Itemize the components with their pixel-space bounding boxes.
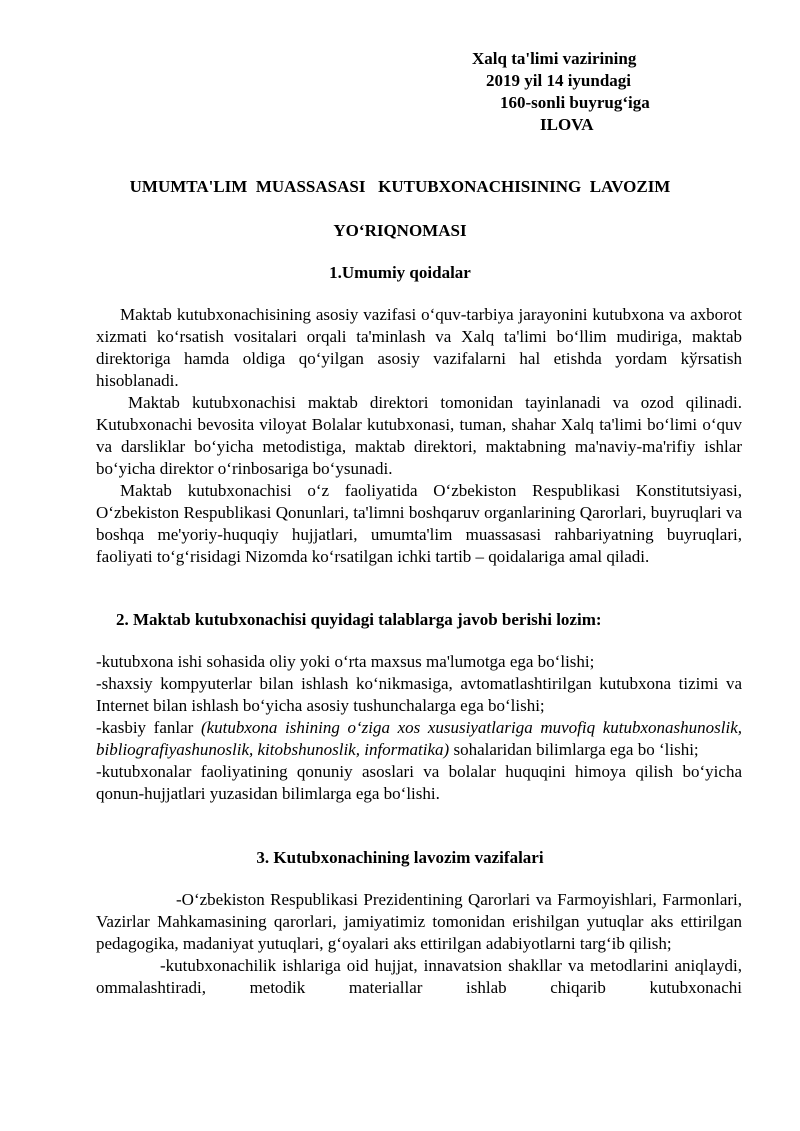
section-1-paragraph-2: Maktab kutubxonachisi maktab direktori tomonidan tayinlanadi va ozod qilinadi. Kutubxonachi bevosita viloyat Bolalar kutubxonasi, tuman, shahar Xalq ta'limi bo‘limi o‘quv va darsliklar bo‘yicha metodistiga, maktab direktori, maktabning ma'naviy-ma'rifiy ishlar bo‘yicha direktor o‘rinbosariga bo‘ysunadi.	[96, 393, 742, 478]
section-3-body	[96, 889, 742, 999]
section-1-paragraph-3: Maktab kutubxonachisi o‘z faoliyatida O‘zbekiston Respublikasi Konstitutsiyasi, O‘zbekiston Respublikasi Qonunlari, ta'limni boshqaruv organlarining Qarorlari, buyruqlari va boshqa me'yoriy-huquqiy hujjatlari, umumta'lim muassasasi rahbariyatning buyruqlari, faoliyati to‘g‘risidagi Nizomda ko‘rsatilgan ichki tartib – qoidalariga amal qiladi.	[96, 481, 742, 566]
requirement-item-3-lead: -kasbiy fanlar	[96, 718, 201, 737]
duty-paragraph-1: -O‘zbekiston Respublikasi Prezidentining Qarorlari va Farmoyishlari, Farmonlari, Vazirlar Mahkamasining qarorlari, jamiyatimiz tomonidan erishilgan yutuqlar aks ettirilgan pedagogika, madaniyat yutuqlari, g‘oyalari aks ettirilgan adabiyotlarni targ‘ib qilish;	[96, 890, 742, 953]
header-line-1: Xalq ta'limi vazirining	[472, 49, 637, 68]
section-1-heading: 1.Umumiy qoidalar	[329, 263, 471, 282]
section-3-heading: 3. Kutubxonachining lavozim vazifalari	[256, 848, 544, 867]
header-line-4: ILOVA	[540, 115, 594, 134]
document-title-line-1: UMUMTA'LIM MUASSASASI KUTUBXONACHISINING LAVOZIM	[129, 177, 671, 196]
requirement-item-3-tail: sohalaridan bilimlarga ega bo ‘lishi;	[449, 740, 699, 759]
requirement-item-3	[96, 717, 742, 761]
document-title-line-2: YO‘RIQNOMASI	[333, 221, 467, 240]
duty-paragraph-2: -kutubxonachilik ishlariga oid hujjat, innavatsion shakllar va metodlarini aniqlaydi, ommalashtiradi, metodik materiallar ishlab chiqarib kutubxonachi	[96, 956, 742, 997]
section-1-body	[96, 304, 742, 568]
approval-header	[470, 48, 730, 136]
requirement-item-3-disciplines: (kutubxona ishining o‘ziga xos xususiyatlariga muvofiq kutubxonashunoslik, bibliografiyashunoslik, kitobshunoslik, informatika)	[96, 718, 742, 759]
header-line-3: 160-sonli buyrug‘iga	[500, 93, 650, 112]
requirement-item-1: -kutubxona ishi sohasida oliy yoki o‘rta maxsus ma'lumotga ega bo‘lishi;	[96, 652, 595, 671]
requirement-item-2: -shaxsiy kompyuterlar bilan ishlash ko‘nikmasiga, avtomatlashtirilgan kutubxona tizimi va Internet bilan ishlash bo‘yicha asosiy tushunchalarga ega bo‘lishi;	[96, 674, 742, 715]
requirement-item-4: -kutubxonalar faoliyatining qonuniy asoslari va bolalar huquqini himoya qilish bo‘yicha qonun-hujjatlari yuzasidan bilimlarga ega bo‘lishi.	[96, 762, 742, 803]
section-2-body	[96, 651, 742, 805]
section-1-paragraph-1: Maktab kutubxonachisining asosiy vazifasi o‘quv-tarbiya jarayonini kutubxona va axborot xizmati ko‘rsatish vositalari orqali ta'minlash va Xalq ta'limi bo‘llim mudiriga, maktab direktoriga hamda oldiga qo‘yilgan asosiy vazifalarni hal etishda yordam kўrsatish hisoblanadi.	[96, 305, 742, 390]
header-line-2: 2019 yil 14 iyundagi	[486, 71, 632, 90]
section-2-heading: 2. Maktab kutubxonachisi quyidagi talablarga javob berishi lozim:	[116, 610, 602, 629]
